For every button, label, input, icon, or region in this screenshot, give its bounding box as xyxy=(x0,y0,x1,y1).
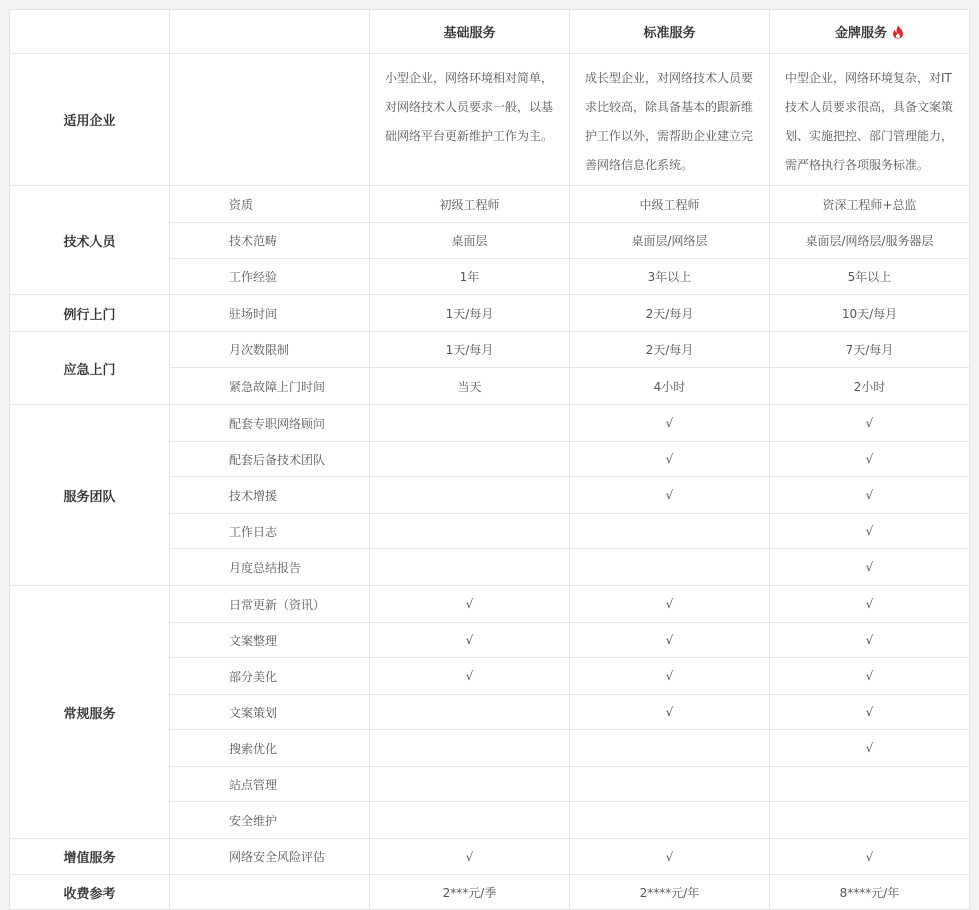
row-label: 部分美化 xyxy=(170,658,370,695)
cell-basic: 1年 xyxy=(370,259,570,295)
header-basic-label: 基础服务 xyxy=(443,26,496,41)
cell-basic xyxy=(370,802,570,839)
category-tech: 技术人员 xyxy=(10,186,170,295)
cell-basic xyxy=(370,405,570,442)
row-label: 技术增援 xyxy=(170,477,370,514)
cell-standard xyxy=(570,514,770,549)
cell-standard: √ xyxy=(570,405,770,442)
cell-standard: 2天/每月 xyxy=(570,295,770,332)
cell-standard: √ xyxy=(570,477,770,514)
cell-gold: 桌面层/网络层/服务器层 xyxy=(770,223,970,259)
cell-gold: √ xyxy=(770,514,970,549)
row-label: 网络安全风险评估 xyxy=(170,839,370,875)
row-label: 配套专职网络顾问 xyxy=(170,405,370,442)
row-label: 文案策划 xyxy=(170,695,370,730)
cell-gold xyxy=(770,802,970,839)
cell-standard: 2天/每月 xyxy=(570,332,770,368)
cell-basic: 初级工程师 xyxy=(370,186,570,223)
cell-standard xyxy=(570,730,770,767)
fire-icon xyxy=(892,25,904,39)
fee-basic: 2***元/季 xyxy=(370,875,570,910)
cell-gold: 2小时 xyxy=(770,368,970,405)
cell-gold: √ xyxy=(770,658,970,695)
cell-basic xyxy=(370,730,570,767)
suitable-empty-cell xyxy=(170,54,370,186)
cell-basic xyxy=(370,442,570,477)
header-row xyxy=(10,10,970,54)
category-routine: 例行上门 xyxy=(10,295,170,332)
cell-standard: √ xyxy=(570,839,770,875)
header-basic xyxy=(370,10,570,54)
cell-standard xyxy=(570,549,770,586)
row-label: 搜索优化 xyxy=(170,730,370,767)
cell-basic xyxy=(370,549,570,586)
cell-basic xyxy=(370,695,570,730)
cell-gold: √ xyxy=(770,442,970,477)
row-label: 月度总结报告 xyxy=(170,549,370,586)
table-row xyxy=(10,186,970,223)
suitable-basic-desc: 小型企业，网络环境相对简单， 对网络技术人员要求一般，以基 础网络平台更新维护工作为主。 xyxy=(370,54,570,186)
cell-standard: √ xyxy=(570,586,770,623)
cell-basic: √ xyxy=(370,623,570,658)
header-gold-label: 金牌服务 xyxy=(834,26,887,41)
row-label: 紧急故障上门时间 xyxy=(170,368,370,405)
category-regular: 常规服务 xyxy=(10,586,170,839)
header-empty-cell xyxy=(170,10,370,54)
table-row xyxy=(10,405,970,442)
cell-gold: 10天/每月 xyxy=(770,295,970,332)
table-row xyxy=(10,839,970,875)
cell-gold: 资深工程师+总监 xyxy=(770,186,970,223)
cell-basic xyxy=(370,514,570,549)
fee-row xyxy=(10,875,970,910)
cell-gold: √ xyxy=(770,405,970,442)
service-comparison-table xyxy=(9,9,970,910)
row-label: 文案整理 xyxy=(170,623,370,658)
row-label: 工作经验 xyxy=(170,259,370,295)
category-suitable: 适用企业 xyxy=(10,54,170,186)
header-gold xyxy=(770,10,970,54)
cell-gold: √ xyxy=(770,549,970,586)
category-team: 服务团队 xyxy=(10,405,170,586)
cell-gold: √ xyxy=(770,730,970,767)
cell-gold: √ xyxy=(770,623,970,658)
fee-gold: 8****元/年 xyxy=(770,875,970,910)
row-label: 工作日志 xyxy=(170,514,370,549)
cell-standard: 4小时 xyxy=(570,368,770,405)
category-value-added: 增值服务 xyxy=(10,839,170,875)
cell-basic: 1天/每月 xyxy=(370,332,570,368)
cell-basic: 当天 xyxy=(370,368,570,405)
cell-gold: √ xyxy=(770,586,970,623)
cell-gold xyxy=(770,767,970,802)
cell-basic: √ xyxy=(370,658,570,695)
table-row xyxy=(10,295,970,332)
cell-basic: 1天/每月 xyxy=(370,295,570,332)
cell-standard: √ xyxy=(570,623,770,658)
category-fee: 收费参考 xyxy=(10,875,170,910)
cell-standard xyxy=(570,767,770,802)
cell-gold: √ xyxy=(770,695,970,730)
cell-basic xyxy=(370,767,570,802)
header-standard xyxy=(570,10,770,54)
suitable-row xyxy=(10,54,970,186)
row-label: 站点管理 xyxy=(170,767,370,802)
row-label: 资质 xyxy=(170,186,370,223)
cell-basic xyxy=(370,477,570,514)
row-label: 技术范畴 xyxy=(170,223,370,259)
fee-standard: 2****元/年 xyxy=(570,875,770,910)
header-standard-label: 标准服务 xyxy=(643,26,696,41)
category-emergency: 应急上门 xyxy=(10,332,170,405)
cell-gold: 5年以上 xyxy=(770,259,970,295)
cell-standard: 3年以上 xyxy=(570,259,770,295)
row-label: 安全维护 xyxy=(170,802,370,839)
cell-gold: √ xyxy=(770,477,970,514)
cell-basic: 桌面层 xyxy=(370,223,570,259)
cell-standard: √ xyxy=(570,442,770,477)
cell-basic: √ xyxy=(370,586,570,623)
cell-standard: 桌面层/网络层 xyxy=(570,223,770,259)
suitable-standard-desc: 成长型企业，对网络技术人员要 求比较高，除具备基本的跟新维 护工作以外，需帮助企业建立完 善网络信息化系统。 xyxy=(570,54,770,186)
header-empty-cell xyxy=(10,10,170,54)
row-label: 日常更新（资讯） xyxy=(170,586,370,623)
cell-basic: √ xyxy=(370,839,570,875)
row-label: 月次数限制 xyxy=(170,332,370,368)
row-label: 配套后备技术团队 xyxy=(170,442,370,477)
fee-empty-cell xyxy=(170,875,370,910)
cell-gold: √ xyxy=(770,839,970,875)
cell-standard: √ xyxy=(570,658,770,695)
cell-gold: 7天/每月 xyxy=(770,332,970,368)
suitable-gold-desc: 中型企业，网络环境复杂，对IT 技术人员要求很高，具备文案策 划、实施把控、部门管理能力， 需严格执行各项服务标准。 xyxy=(770,54,970,186)
cell-standard: 中级工程师 xyxy=(570,186,770,223)
cell-standard xyxy=(570,802,770,839)
cell-standard: √ xyxy=(570,695,770,730)
table-row xyxy=(10,586,970,623)
row-label: 驻场时间 xyxy=(170,295,370,332)
table-row xyxy=(10,332,970,368)
